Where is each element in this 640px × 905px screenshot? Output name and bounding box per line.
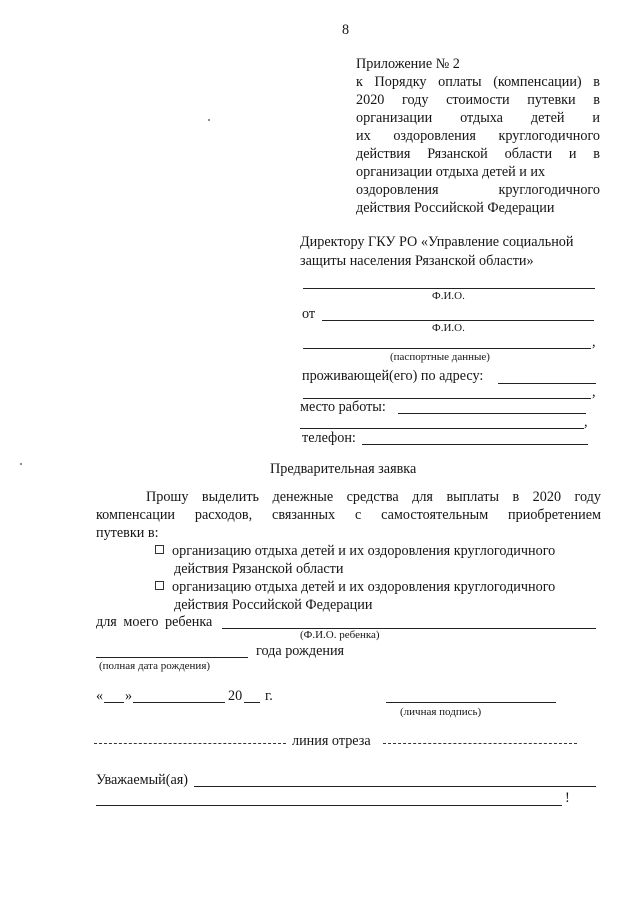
cut-line-left <box>94 743 286 744</box>
year-prefix: 20 <box>228 688 243 704</box>
option-rzn[interactable] <box>155 543 555 560</box>
comma: , <box>592 384 596 400</box>
child-field-line[interactable] <box>222 628 596 629</box>
body-line: Прошу выделить денежные средства для выплаты в 2020 году <box>146 489 601 505</box>
phone-field-line[interactable] <box>362 444 588 445</box>
year-field-line[interactable] <box>244 702 260 703</box>
cut-line-right <box>383 743 577 744</box>
work-field-line-2[interactable] <box>300 428 584 429</box>
addressee-line-1: Директору ГКУ РО «Управление социальной <box>300 234 574 250</box>
appendix-line: действия Российской Федерации <box>356 200 555 216</box>
addressee-line-2: защиты населения Рязанской области» <box>300 253 534 269</box>
fio-caption-2: Ф.И.О. <box>432 322 465 334</box>
scan-speck <box>20 463 22 465</box>
option-rf-text: организацию отдыха детей и их оздоровления круглогодичного <box>172 579 556 595</box>
option-rzn-text-2: действия Рязанской области <box>174 561 344 577</box>
work-label: место работы: <box>300 399 386 415</box>
day-field-line[interactable] <box>104 702 124 703</box>
address-field-line[interactable] <box>498 383 596 384</box>
appendix-title: Приложение № 2 <box>356 56 460 72</box>
option-rf[interactable] <box>155 579 555 596</box>
work-field-line[interactable] <box>398 413 586 414</box>
appendix-line: организации отдыха детей и <box>356 110 600 126</box>
option-rf-text-2: действия Российской Федерации <box>174 597 373 613</box>
checkbox-rf[interactable] <box>155 581 164 590</box>
phone-label: телефон: <box>302 430 356 446</box>
signature-field-line[interactable] <box>386 702 556 703</box>
cut-line-label: линия отреза <box>292 733 371 749</box>
date-close-quote: » <box>125 688 133 704</box>
greeting-label: Уважаемый(ая) <box>96 772 189 788</box>
appendix-line: действия Рязанской области и в <box>356 146 600 162</box>
fio-caption: Ф.И.О. <box>432 290 465 302</box>
greeting-name-line[interactable] <box>194 786 596 787</box>
body-line: компенсации расходов, связанных с самостоятельным приобретением <box>96 507 601 523</box>
checkbox-rzn[interactable] <box>155 545 164 554</box>
greeting-name-line-2[interactable] <box>96 805 562 806</box>
passport-field-line[interactable] <box>303 348 591 349</box>
from-field-line[interactable] <box>322 320 594 321</box>
option-rzn-text: организацию отдыха детей и их оздоровления круглогодичного <box>172 543 556 559</box>
exclamation-mark: ! <box>565 790 570 806</box>
passport-caption: (паспортные данные) <box>390 351 490 363</box>
from-prefix: от <box>302 306 316 322</box>
appendix-line: 2020 году стоимости путевки в <box>356 92 600 108</box>
scan-speck <box>208 119 210 121</box>
year-suffix: г. <box>265 688 273 704</box>
fio-field-line[interactable] <box>303 288 595 289</box>
month-field-line[interactable] <box>133 702 225 703</box>
appendix-line: к Порядку оплаты (компенсации) в <box>356 74 600 90</box>
comma: , <box>584 414 588 430</box>
birth-caption: (полная дата рождения) <box>99 660 211 672</box>
page-number: 8 <box>342 22 350 38</box>
date-open-quote: « <box>96 688 104 704</box>
address-label: проживающей(его) по адресу: <box>302 368 484 384</box>
child-caption: (Ф.И.О. ребенка) <box>300 629 380 641</box>
birth-field-line[interactable] <box>96 657 248 658</box>
comma: , <box>592 334 596 350</box>
birth-suffix: года рождения <box>256 643 345 659</box>
signature-caption: (личная подпись) <box>400 706 482 718</box>
appendix-line: оздоровления круглогодичного <box>356 182 600 198</box>
application-title: Предварительная заявка <box>270 461 417 477</box>
appendix-line: организации отдыха детей и их <box>356 164 546 180</box>
appendix-line: их оздоровления круглогодичного <box>356 128 600 144</box>
child-prefix: для моего ребенка <box>96 614 213 630</box>
body-line: путевки в: <box>96 525 159 541</box>
